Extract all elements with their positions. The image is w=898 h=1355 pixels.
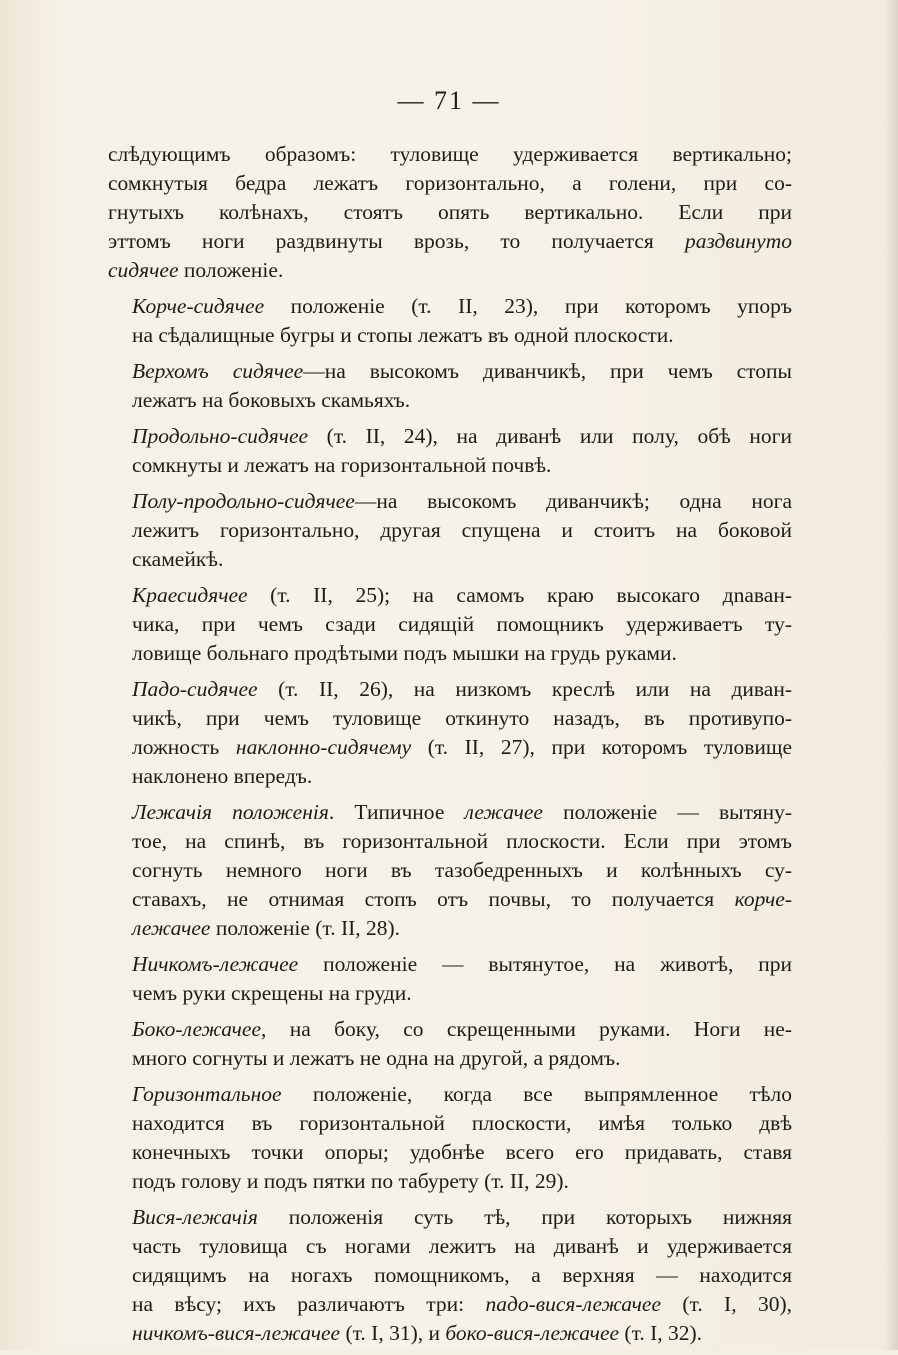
text-line — [108, 733, 792, 762]
text-line — [108, 451, 792, 480]
text-line — [108, 169, 792, 198]
text-line — [108, 321, 792, 350]
paragraph — [108, 581, 792, 668]
italic-term: Краесидячее — [132, 583, 248, 607]
text-run: сомкнутыя бедра лежатъ горизонтально, а голени, при со- — [108, 171, 792, 195]
text-run: положеніе — вытяну- — [542, 800, 792, 824]
italic-term: ничкомъ-вися-лежачее — [132, 1321, 341, 1345]
text-line — [108, 610, 792, 639]
text-line — [108, 422, 792, 451]
text-run: сидящимъ на ногахъ помощникомъ, а верхняя — находится — [132, 1263, 792, 1287]
text-run: (т. I, 31), и — [340, 1321, 446, 1345]
text-line — [108, 1261, 792, 1290]
text-line — [108, 950, 792, 979]
text-run: (т. II, 26), на низкомъ креслѣ или на диван- — [257, 677, 792, 701]
text-run: положеніе, когда все выпрямленное тѣло — [281, 1082, 792, 1106]
text-run: лежатъ на боковыхъ скамьяхъ. — [132, 388, 411, 412]
paragraph — [108, 798, 792, 943]
italic-term: боко-вися-лежачее — [445, 1321, 620, 1345]
text-line — [108, 545, 792, 574]
text-line — [108, 1044, 792, 1073]
text-line — [108, 516, 792, 545]
paragraph — [108, 950, 792, 1008]
text-run: сомкнуты и лежатъ на горизонтальной почвѣ. — [132, 453, 552, 477]
paragraph — [108, 1080, 792, 1196]
text-run: положеніе — вытянутое, на животѣ, при — [298, 952, 792, 976]
text-run: согнуть немного ноги въ тазобедренныхъ и колѣнныхъ су- — [132, 858, 792, 882]
text-run: положеніе (т. II, 28). — [210, 916, 401, 940]
text-run: (т. II, 27), при которомъ туловище — [411, 735, 792, 759]
italic-term: Ничкомъ-лежачее — [132, 952, 299, 976]
text-line — [108, 1080, 792, 1109]
text-run: ложность — [132, 735, 236, 759]
text-line — [108, 856, 792, 885]
text-line — [108, 581, 792, 610]
text-line — [108, 386, 792, 415]
text-run: много согнуты и лежатъ не одна на другой, а рядомъ. — [132, 1046, 621, 1070]
text-run: . Типичное — [328, 800, 465, 824]
italic-term: лежачее — [132, 916, 211, 940]
text-line — [108, 979, 792, 1008]
italic-term: Лежачія положенія — [132, 800, 329, 824]
text-run: конечныхъ точки опоры; удобнѣе всего его придавать, ставя — [132, 1140, 792, 1164]
text-line — [108, 1138, 792, 1167]
text-run: положенія суть тѣ, при которыхъ нижняя — [257, 1205, 792, 1229]
text-run: на сѣдалищные бугры и стопы лежатъ въ одной плоскости. — [132, 323, 674, 347]
text-line — [108, 914, 792, 943]
text-line — [108, 1319, 792, 1348]
text-line — [108, 487, 792, 516]
italic-term: падо-вися-лежачее — [485, 1292, 662, 1316]
italic-term: Полу-продольно-сидячее — [132, 489, 355, 513]
text-line — [108, 762, 792, 791]
paragraph — [108, 422, 792, 480]
text-line — [108, 1232, 792, 1261]
text-line — [108, 1203, 792, 1232]
italic-term: Боко-лежачее — [132, 1017, 262, 1041]
text-run: подъ голову и подъ пятки по табурету (т. II, 29). — [132, 1169, 569, 1193]
text-line — [108, 1290, 792, 1319]
paragraph — [108, 1015, 792, 1073]
text-run: —на высокомъ диванчикѣ, при чемъ стопы — [303, 359, 792, 383]
italic-term: Вися-лежачія — [132, 1205, 258, 1229]
italic-term: раздвинуто — [684, 229, 792, 253]
text-run: чика, при чемъ сзади сидящій помощникъ удерживаетъ ту- — [132, 612, 792, 636]
text-line — [108, 357, 792, 386]
text-run: (т. II, 24), на диванѣ или полу, обѣ ноги — [308, 424, 792, 448]
paragraph — [108, 140, 792, 285]
text-line — [108, 1109, 792, 1138]
text-line — [108, 639, 792, 668]
page-edge-shadow — [884, 0, 898, 1350]
text-run: на вѣсу; ихъ различаютъ три: — [132, 1292, 486, 1316]
text-run: положеніе (т. II, 23), при которомъ упоръ — [264, 294, 792, 318]
text-run: , на боку, со скрещенными руками. Ноги не- — [261, 1017, 792, 1041]
italic-term: лежачее — [464, 800, 543, 824]
italic-term: Продольно-сидячее — [132, 424, 309, 448]
italic-term: наклонно-сидячему — [235, 735, 412, 759]
text-run: (т. I, 30), — [661, 1292, 792, 1316]
text-run: чемъ руки скрещены на груди. — [132, 981, 412, 1005]
text-line — [108, 798, 792, 827]
paragraph — [108, 292, 792, 350]
text-run: ставахъ, не отнимая стопъ отъ почвы, то получается — [132, 887, 735, 911]
text-run: слѣдующимъ образомъ: туловище удерживается вертикально; — [108, 142, 792, 166]
paragraph — [108, 675, 792, 791]
text-line — [108, 256, 792, 285]
text-run: гнутыхъ колѣнахъ, стоятъ опять вертикально. Если при — [108, 200, 792, 224]
text-line — [108, 292, 792, 321]
text-run: тое, на спинѣ, въ горизонтальной плоскости. Если при этомъ — [132, 829, 792, 853]
page-number: — 71 — — [397, 86, 501, 115]
text-run: находится въ горизонтальной плоскости, имѣя только двѣ — [132, 1111, 792, 1135]
text-line — [108, 198, 792, 227]
text-line — [108, 704, 792, 733]
paragraph — [108, 1203, 792, 1348]
text-line — [108, 885, 792, 914]
text-line — [108, 675, 792, 704]
italic-term: Падо-сидячее — [132, 677, 258, 701]
paragraph — [108, 487, 792, 574]
text-run: скамейкѣ. — [132, 547, 224, 571]
italic-term: сидячее — [108, 258, 179, 282]
text-line — [108, 827, 792, 856]
paragraph — [108, 357, 792, 415]
text-line — [108, 140, 792, 169]
text-run: лежитъ горизонтально, другая спущена и стоитъ на боковой — [132, 518, 792, 542]
text-line — [108, 1015, 792, 1044]
text-run: часть туловища съ ногами лежитъ на диванѣ и удерживается — [132, 1234, 792, 1258]
italic-term: Корче-сидячее — [132, 294, 265, 318]
text-line — [108, 1167, 792, 1196]
text-run: (т. II, 25); на самомъ краю высокаго дnaван- — [247, 583, 792, 607]
text-run: —на высокомъ диванчикѣ; одна нога — [354, 489, 792, 513]
text-run: наклонено впередъ. — [132, 764, 313, 788]
italic-term: Горизонтальное — [132, 1082, 282, 1106]
text-line — [108, 227, 792, 256]
text-run: положеніе. — [178, 258, 284, 282]
italic-term: Верхомъ сидячее — [132, 359, 304, 383]
body-text — [108, 140, 792, 1355]
text-run: ловище больнаго продѣтыми подъ мышки на грудь руками. — [132, 641, 677, 665]
italic-term: корче- — [734, 887, 792, 911]
text-run: чикѣ, при чемъ туловище откинуто назадъ, въ противупо- — [132, 706, 792, 730]
text-run: (т. I, 32). — [619, 1321, 703, 1345]
text-run: эттомъ ноги раздвинуты врозь, то получается — [108, 229, 685, 253]
